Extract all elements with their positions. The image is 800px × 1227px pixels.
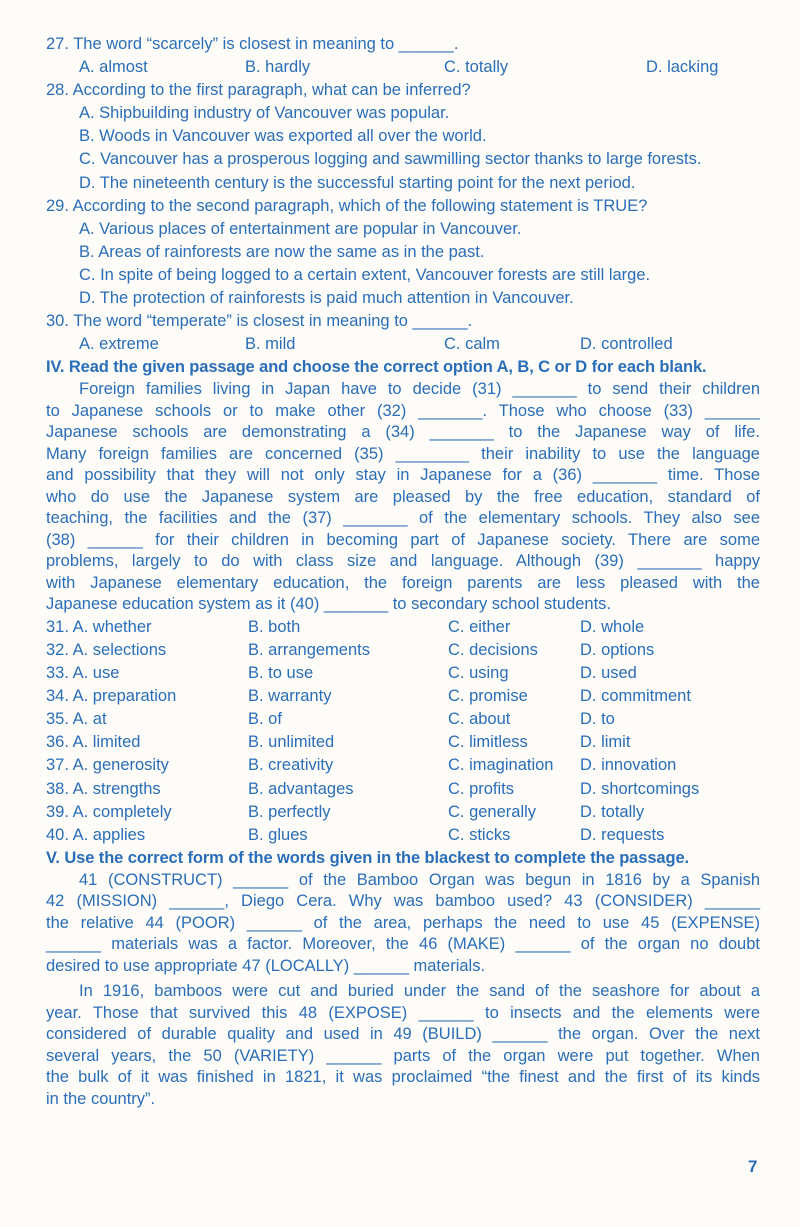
- passage-line: desired to use appropriate 47 (LOCALLY) ______ materials.: [46, 956, 486, 975]
- option: C. imagination: [448, 756, 554, 775]
- option: 40. A. applies: [46, 825, 146, 844]
- passage-line: and possibility that they will not only stay in Japanese for a (36) _______ time. Those: [46, 466, 760, 485]
- option: B. both: [248, 617, 301, 636]
- option-row-33: [46, 662, 760, 685]
- option: A. almost: [79, 58, 148, 77]
- option: D. lacking: [646, 58, 719, 77]
- option: C. sticks: [448, 825, 511, 844]
- passage-line: with Japanese elementary education, the foreign parents are less pleased with the: [46, 573, 760, 592]
- option-row-40: [46, 824, 760, 847]
- option: 32. A. selections: [46, 641, 167, 659]
- passage-line: ______ materials was a factor. Moreover, the 46 (MAKE) ______ of the organ no doubt: [46, 935, 760, 954]
- section-4-options: [46, 616, 760, 847]
- option: C. promise: [448, 687, 528, 706]
- option: C. limitless: [448, 733, 528, 752]
- passage-line: Many foreign families are concerned (35) ________ their inability to use the language: [46, 444, 760, 463]
- option: 35. A. at: [46, 710, 107, 729]
- option: D. controlled: [580, 335, 673, 354]
- option: D. The nineteenth century is the successful starting point for the next period.: [79, 173, 636, 192]
- option: 34. A. preparation: [46, 687, 177, 706]
- option: D. used: [580, 664, 637, 683]
- option: C. generally: [448, 802, 537, 821]
- option: B. Areas of rainforests are now the same as in the past.: [79, 242, 485, 261]
- option: D. whole: [580, 617, 645, 636]
- option: C. profits: [448, 779, 515, 798]
- question-27-options: [46, 56, 760, 79]
- option: 33. A. use: [46, 664, 120, 683]
- passage-line: Japanese schools are demonstrating a (34) _______ to the Japanese way of life.: [46, 423, 760, 442]
- passage-line: Japanese education system as it (40) _______ to secondary school students.: [46, 595, 612, 614]
- page-number: 7: [748, 1157, 758, 1176]
- option: B. hardly: [245, 58, 311, 77]
- option: B. Woods in Vancouver was exported all over the world.: [79, 127, 487, 146]
- option: B. warranty: [248, 687, 332, 706]
- option: D. commitment: [580, 687, 691, 706]
- option: B. unlimited: [248, 733, 335, 752]
- option-row-37: [46, 754, 760, 777]
- option: 36. A. limited: [46, 733, 141, 752]
- option: C. either: [448, 617, 511, 636]
- option: B. perfectly: [248, 802, 331, 821]
- passage-line: considered of durable quality and used in 49 (BUILD) ______ the organ. Over the next: [46, 1025, 760, 1044]
- passage-line: to Japanese schools or to make other (32) _______. Those who choose (33) ______: [46, 401, 760, 420]
- option: A. Shipbuilding industry of Vancouver was popular.: [79, 104, 450, 123]
- section-5-heading: V. Use the correct form of the words given in the blackest to complete the passage.: [46, 848, 690, 867]
- passage-line: the bulk of it was finished in 1821, it was proclaimed “the finest and the first of its kinds: [46, 1068, 760, 1087]
- option-row-31: [46, 616, 760, 639]
- passage-line: several years, the 50 (VARIETY) ______ parts of the organ were put together. When: [46, 1046, 760, 1065]
- passage-line: (38) ______ for their children in becoming part of Japanese society. There are some: [46, 530, 760, 549]
- passage-line: in the country”.: [46, 1089, 156, 1108]
- option: D. limit: [580, 733, 631, 752]
- option: A. Various places of entertainment are popular in Vancouver.: [79, 219, 522, 238]
- option: A. extreme: [79, 335, 159, 354]
- option: D. requests: [580, 825, 665, 844]
- passage-line: year. Those that survived this 48 (EXPOSE) ______ to insects and the elements were: [46, 1003, 760, 1022]
- passage-line: In 1916, bamboos were cut and buried under the sand of the seashore for about a: [79, 982, 760, 1001]
- option: D. to: [580, 710, 615, 729]
- question-28: 28. According to the first paragraph, what can be inferred?: [46, 81, 471, 100]
- option: B. creativity: [248, 756, 334, 775]
- option-row-38: [46, 778, 760, 801]
- worksheet-page: [46, 33, 760, 1110]
- question-30-options: [46, 333, 760, 356]
- option: B. to use: [248, 664, 314, 683]
- passage-line: 42 (MISSION) ______, Diego Cera. Why was bamboo used? 43 (CONSIDER) ______: [46, 892, 760, 911]
- option: D. totally: [580, 802, 645, 821]
- option: C. using: [448, 664, 509, 683]
- section-5-paragraph-2: [46, 981, 760, 1110]
- option: D. shortcomings: [580, 779, 700, 798]
- option: C. totally: [444, 58, 509, 77]
- option: B. arrangements: [248, 641, 370, 659]
- option: C. about: [448, 710, 511, 729]
- question-27: 27. The word “scarcely” is closest in meaning to ______.: [46, 35, 459, 53]
- passage-line: Foreign families living in Japan have to decide (31) _______ to send their children: [79, 380, 760, 399]
- option: D. The protection of rainforests is paid much attention in Vancouver.: [79, 289, 574, 308]
- passage-line: teaching, the facilities and the (37) _______ of the elementary schools. They also see: [46, 509, 760, 528]
- option: B. glues: [248, 825, 308, 844]
- question-29: 29. According to the second paragraph, which of the following statement is TRUE?: [46, 196, 648, 215]
- option: 31. A. whether: [46, 617, 152, 636]
- option: C. calm: [444, 335, 500, 354]
- option: C. In spite of being logged to a certain extent, Vancouver forests are still large.: [79, 265, 651, 284]
- option-row-35: [46, 708, 760, 731]
- option: 37. A. generosity: [46, 756, 169, 775]
- option-row-34: [46, 685, 760, 708]
- option: D. innovation: [580, 756, 677, 775]
- section-5-paragraph-1: [46, 870, 760, 978]
- option: B. mild: [245, 335, 296, 354]
- passage-line: the relative 44 (POOR) ______ of the area, perhaps the need to use 45 (EXPENSE): [46, 913, 760, 932]
- option: D. options: [580, 641, 655, 659]
- passage-line: who do use the Japanese system are pleased by the free education, standard of: [46, 487, 760, 506]
- option: 38. A. strengths: [46, 779, 161, 798]
- passage-line: problems, largely to do with class size and language. Although (39) _______ happy: [46, 552, 760, 571]
- option: 39. A. completely: [46, 802, 172, 821]
- option: C. decisions: [448, 641, 538, 659]
- option: B. advantages: [248, 779, 354, 798]
- question-30: 30. The word “temperate” is closest in meaning to ______.: [46, 312, 473, 331]
- section-4-passage: [46, 379, 760, 616]
- section-4-heading: IV. Read the given passage and choose the correct option A, B, C or D for each blank.: [46, 358, 707, 377]
- option-row-32: [46, 639, 760, 662]
- passage-line: 41 (CONSTRUCT) ______ of the Bamboo Organ was begun in 1816 by a Spanish: [79, 870, 760, 889]
- option: C. Vancouver has a prosperous logging and sawmilling sector thanks to large forests.: [79, 150, 702, 169]
- option: B. of: [248, 710, 282, 729]
- option-row-39: [46, 801, 760, 824]
- option-row-36: [46, 731, 760, 754]
